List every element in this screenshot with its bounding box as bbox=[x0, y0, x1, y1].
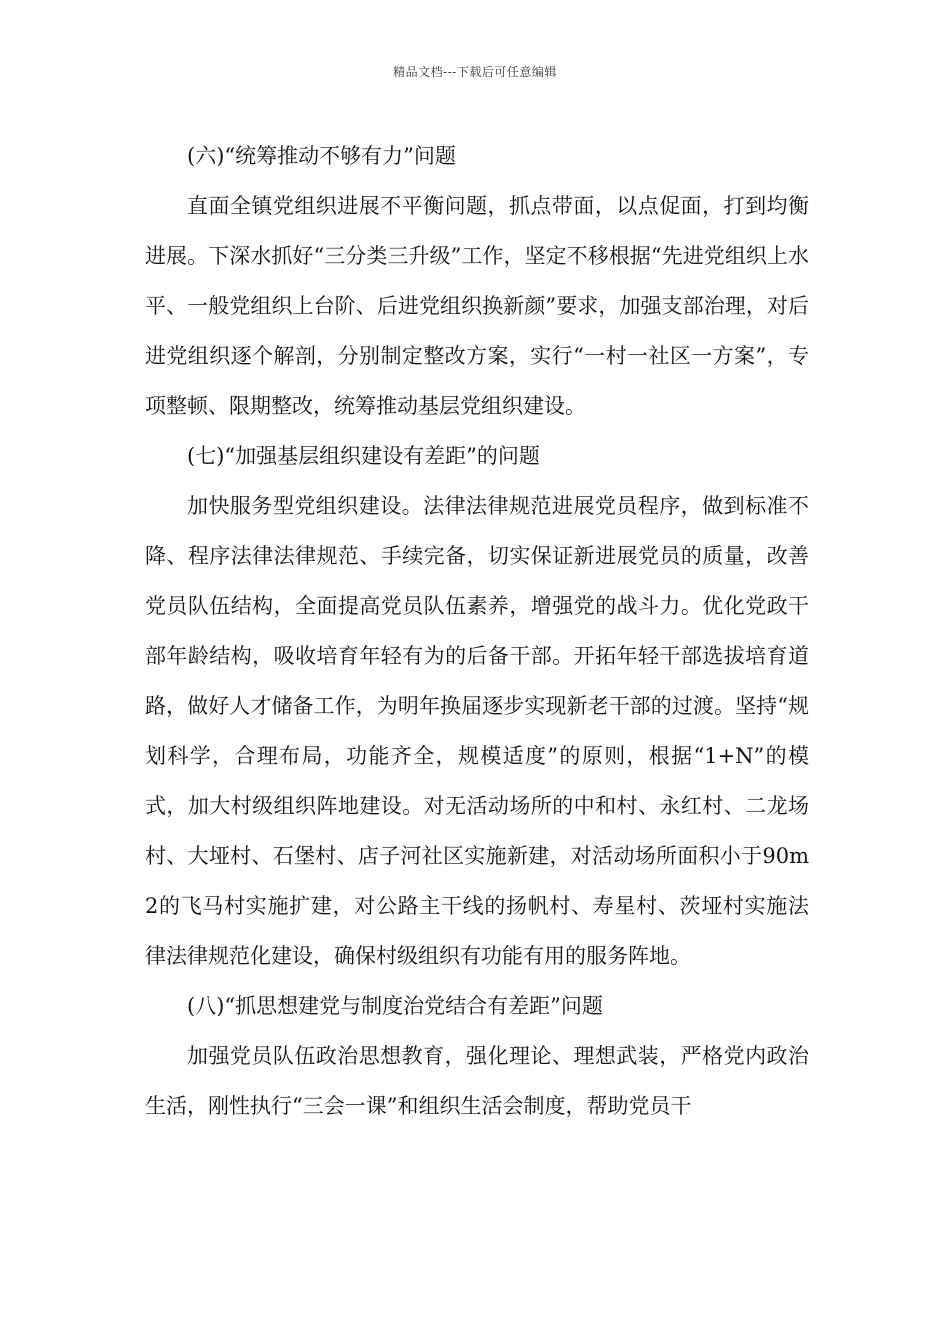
document-body bbox=[145, 131, 809, 1131]
section-heading-7: (七)“加强基层组织建设有差距”的问题 bbox=[187, 444, 540, 468]
section-paragraph-6: 直面全镇党组织进展不平衡问题，抓点带面，以点促面，打到均衡进展。下深水抓好“三分类三升级”工作，坚定不移根据“先进党组织上水平、一般党组织上台阶、后进党组织换新颜”要求，加强支部治理，对后进党组织逐个解剖，分别制定整改方案，实行“一村一社区一方案”，专项整顿、限期整改，统筹推动基层党组织建设。 bbox=[145, 194, 809, 418]
page-header: 精品文档---下载后可任意编辑 bbox=[393, 65, 557, 79]
section-paragraph-7: 加快服务型党组织建设。法律法律规范进展党员程序，做到标准不降、程序法律法律规范、手续完备，切实保证新进展党员的质量，改善党员队伍结构，全面提高党员队伍素养，增强党的战斗力。优化党政干部年龄结构，吸收培育年轻有为的后备干部。开拓年轻干部选拔培育道路，做好人才储备工作，为明年换届逐步实现新老干部的过渡。坚持“规划科学，合理布局，功能齐全，规模适度”的原则，根据“1+N”的模式，加大村级组织阵地建设。对无活动场所的中和村、永红村、二龙场村、大垭村、石堡村、店子河社区实施新建，对活动场所面积小于90m2的飞马村实施扩建，对公路主干线的扬帆村、寿星村、茨垭村实施法律法律规范化建设，确保村级组织有功能有用的服务阵地。 bbox=[145, 494, 809, 968]
section-paragraph-8: 加强党员队伍政治思想教育，强化理论、理想武装，严格党内政治生活，刚性执行“三会一课”和组织生活会制度，帮助党员干 bbox=[145, 1044, 809, 1118]
section-heading-6: (六)“统筹推动不够有力”问题 bbox=[187, 144, 456, 168]
section-heading-8: (八)“抓思想建党与制度治党结合有差距”问题 bbox=[187, 994, 603, 1018]
